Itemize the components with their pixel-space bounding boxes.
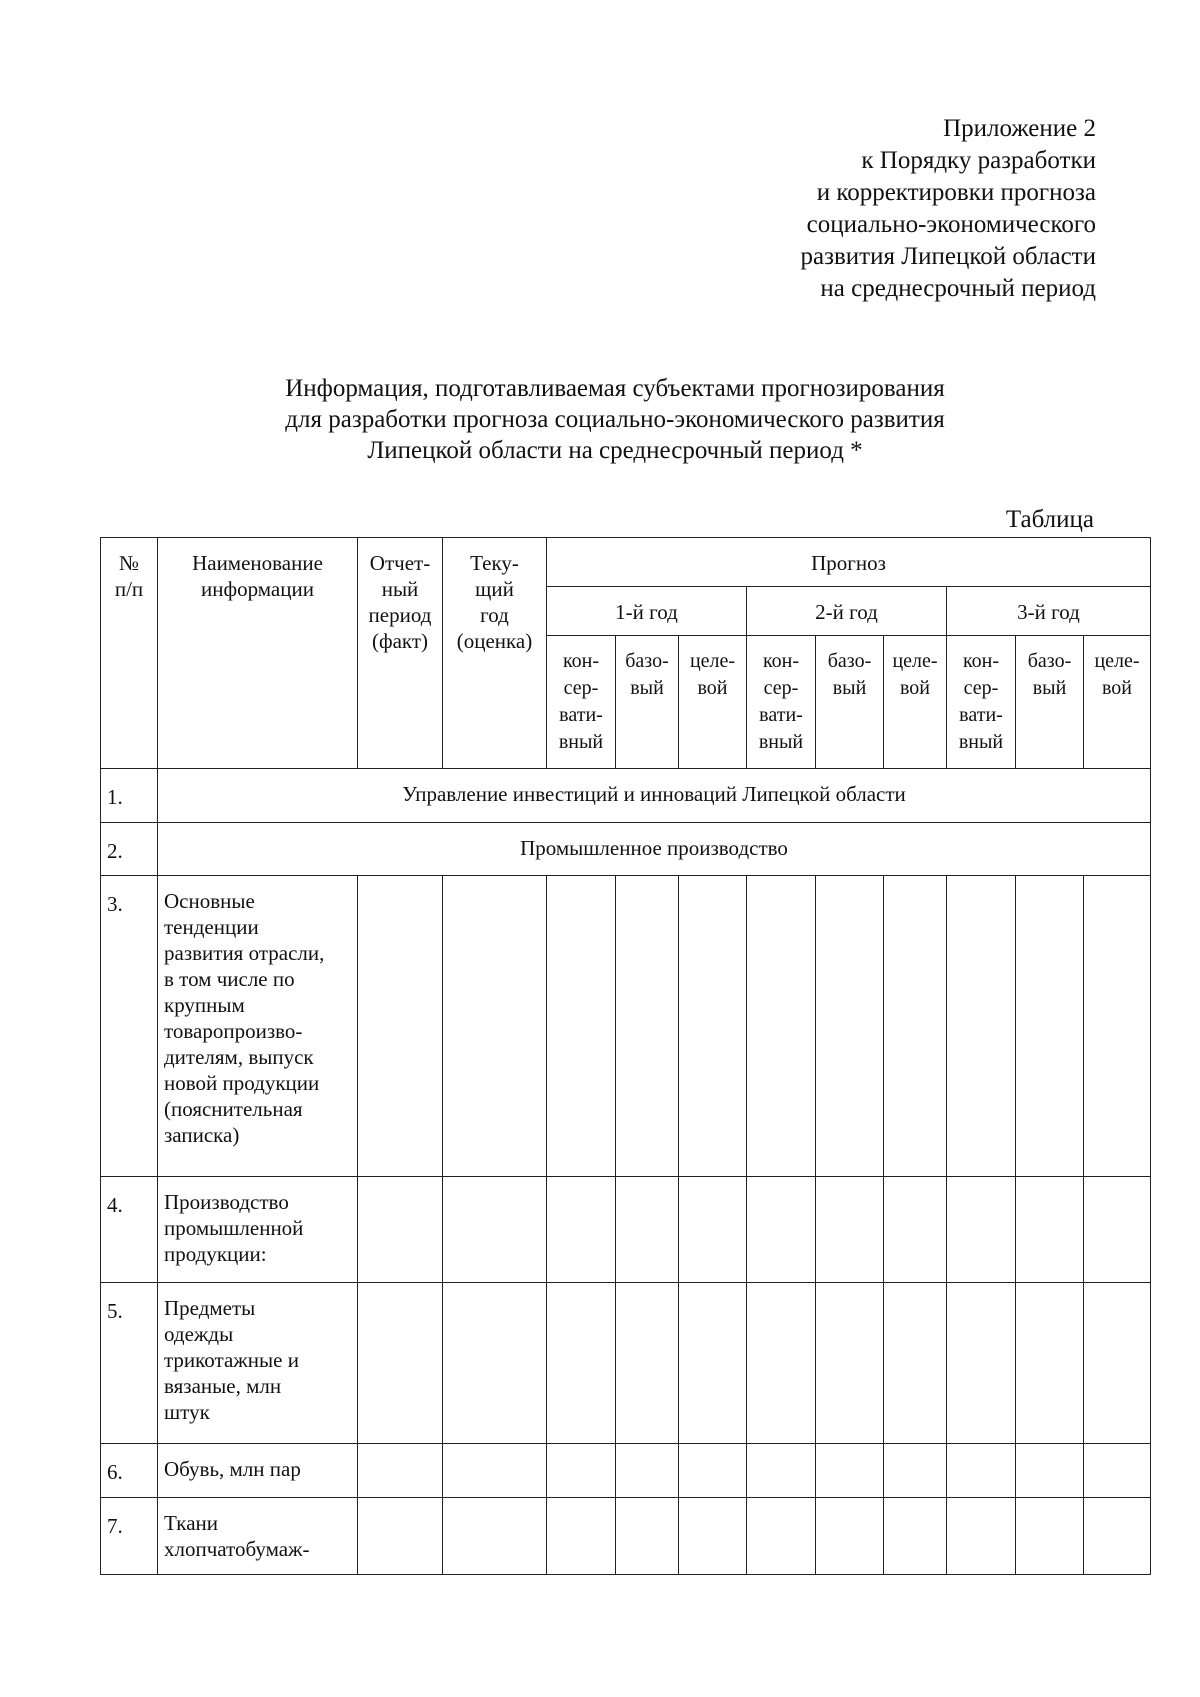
variant-base: базо- вый (1016, 636, 1084, 769)
empty-cell (679, 1444, 747, 1498)
header-name: Наименование информации (158, 538, 358, 769)
table-row (101, 1444, 1151, 1498)
empty-cell (816, 1283, 884, 1444)
empty-cell (358, 1283, 443, 1444)
variant-target: целе- вой (884, 636, 947, 769)
section-title: Промышленное производство (158, 823, 1151, 876)
empty-cell (679, 1498, 747, 1575)
empty-cell (679, 1283, 747, 1444)
empty-cell (747, 1177, 816, 1283)
empty-cell (1084, 1498, 1151, 1575)
empty-cell (747, 1498, 816, 1575)
table-row (101, 823, 1151, 876)
empty-cell (443, 1177, 547, 1283)
empty-cell (1016, 876, 1084, 1177)
empty-cell (358, 1498, 443, 1575)
empty-cell (947, 1444, 1016, 1498)
header-row (101, 538, 1151, 587)
variant-conservative: кон- сер- вати- вный (547, 636, 616, 769)
title-line: для разработки прогноза социально-экономического развития (285, 406, 945, 433)
empty-cell (747, 1283, 816, 1444)
variant-target: целе- вой (679, 636, 747, 769)
empty-cell (443, 1283, 547, 1444)
empty-cell (816, 1444, 884, 1498)
empty-cell (884, 1177, 947, 1283)
variant-conservative: кон- сер- вати- вный (747, 636, 816, 769)
row-number: 2. (101, 823, 158, 876)
empty-cell (884, 1444, 947, 1498)
empty-cell (616, 876, 679, 1177)
variant-base: базо- вый (816, 636, 884, 769)
empty-cell (1016, 1498, 1084, 1575)
row-number: 6. (101, 1444, 158, 1498)
empty-cell (547, 1444, 616, 1498)
empty-cell (1084, 1444, 1151, 1498)
appendix-line: на среднесрочный период (820, 275, 1096, 302)
appendix-line: и корректировки прогноза (816, 179, 1096, 206)
empty-cell (547, 1283, 616, 1444)
appendix-line: развития Липецкой области (800, 243, 1096, 270)
empty-cell (616, 1177, 679, 1283)
table-row (101, 1283, 1151, 1444)
title-line: Информация, подготавливаемая субъектами прогнозирования (285, 375, 945, 402)
table-row (101, 876, 1151, 1177)
empty-cell (816, 876, 884, 1177)
header-current-year: Теку- щий год (оценка) (443, 538, 547, 769)
variant-base: базо- вый (616, 636, 679, 769)
empty-cell (616, 1498, 679, 1575)
empty-cell (747, 876, 816, 1177)
table-row (101, 769, 1151, 823)
empty-cell (443, 1444, 547, 1498)
header-year-1: 1-й год (547, 587, 747, 636)
header-year-2: 2-й год (747, 587, 947, 636)
header-forecast: Прогноз (547, 538, 1151, 587)
empty-cell (884, 876, 947, 1177)
empty-cell (1016, 1444, 1084, 1498)
empty-cell (358, 1444, 443, 1498)
empty-cell (358, 1177, 443, 1283)
row-name: Ткани хлопчатобумаж- (158, 1498, 358, 1575)
document-title (150, 373, 1080, 466)
header-reported-period: Отчет- ный период (факт) (358, 538, 443, 769)
row-name: Обувь, млн пар (158, 1444, 358, 1498)
title-line: Липецкой области на среднесрочный период * (367, 437, 863, 464)
empty-cell (547, 1498, 616, 1575)
empty-cell (443, 1498, 547, 1575)
row-name: Производство промышленной продукции: (158, 1177, 358, 1283)
appendix-line: социально-экономического (806, 211, 1096, 238)
empty-cell (547, 876, 616, 1177)
row-number: 1. (101, 769, 158, 823)
empty-cell (884, 1498, 947, 1575)
empty-cell (616, 1444, 679, 1498)
empty-cell (547, 1177, 616, 1283)
row-number: 4. (101, 1177, 158, 1283)
appendix-line: к Порядку разработки (861, 147, 1096, 174)
empty-cell (358, 876, 443, 1177)
section-title: Управление инвестиций и инноваций Липецкой области (158, 769, 1151, 823)
empty-cell (947, 1177, 1016, 1283)
empty-cell (1084, 1177, 1151, 1283)
empty-cell (1084, 1283, 1151, 1444)
empty-cell (616, 1283, 679, 1444)
empty-cell (679, 1177, 747, 1283)
empty-cell (747, 1444, 816, 1498)
row-name: Предметы одежды трикотажные и вязаные, млн штук (158, 1283, 358, 1444)
empty-cell (679, 876, 747, 1177)
empty-cell (1016, 1177, 1084, 1283)
empty-cell (947, 1498, 1016, 1575)
table-row (101, 1177, 1151, 1283)
row-number: 3. (101, 876, 158, 1177)
empty-cell (947, 876, 1016, 1177)
empty-cell (947, 1283, 1016, 1444)
variant-conservative: кон- сер- вати- вный (947, 636, 1016, 769)
table-row (101, 1498, 1151, 1575)
empty-cell (816, 1498, 884, 1575)
empty-cell (443, 876, 547, 1177)
appendix-note (801, 113, 1096, 305)
row-number: 5. (101, 1283, 158, 1444)
empty-cell (1084, 876, 1151, 1177)
row-name: Основные тенденции развития отрасли, в том числе по крупным товаропроизво- дителям, выпуск новой продукции (пояснительная записка) (158, 876, 358, 1177)
variant-target: целе- вой (1084, 636, 1151, 769)
header-year-3: 3-й год (947, 587, 1151, 636)
row-number: 7. (101, 1498, 158, 1575)
forecast-table (100, 537, 1151, 1575)
empty-cell (884, 1283, 947, 1444)
empty-cell (816, 1177, 884, 1283)
empty-cell (1016, 1283, 1084, 1444)
header-num: № п/п (101, 538, 158, 769)
appendix-line: Приложение 2 (943, 115, 1096, 142)
table-caption: Таблица (1005, 506, 1094, 533)
